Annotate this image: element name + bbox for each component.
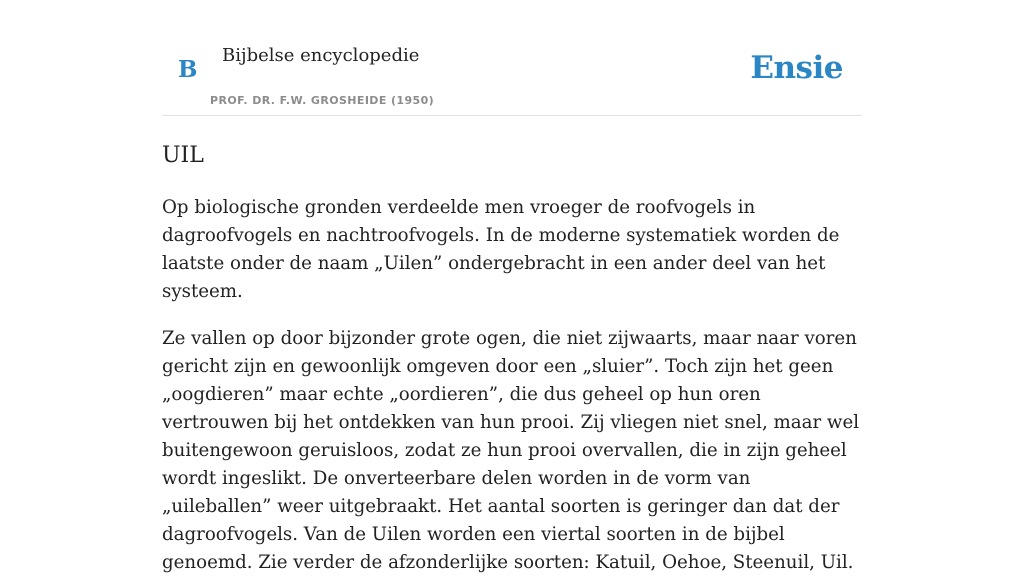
book-badge-icon[interactable]: B: [178, 56, 198, 83]
article-page: [162, 0, 862, 573]
ensie-logo-link[interactable]: Ensie: [750, 50, 843, 86]
header: [162, 0, 862, 116]
entry-paragraph-1: Op biologische gronden verdeelde men vroeger de roofvogels in dagroofvogels en nachtroofvogels. In de moderne systematiek worden de laatste onder de naam „Uilen” ondergebracht in een ander deel van het systeem.: [162, 197, 840, 302]
entry-paragraph-2: Ze vallen op door bijzonder grote ogen, die niet zijwaarts, maar naar voren gericht zijn en gewoonlijk omgeven door een „sluier”. Toch zijn het geen „oogdieren” maar echte „oordieren”, die dus geheel op hun oren vertrouwen bij het ontdekken van hun prooi. Zij vliegen niet snel, maar wel buitengewoon geruisloos, zodat ze hun prooi overvallen, die in zijn geheel wordt ingeslikt. De onverteerbare delen worden in de vorm van „uileballen” weer uitgebraakt. Het aantal soorten is geringer dan dat der dagroofvogels. Van de Uilen worden een viertal soorten in de bijbel genoemd. Zie verder de afzonderlijke soorten: Katuil, Oehoe, Steenuil, Uil.: [162, 328, 860, 573]
book-title-link[interactable]: Bijbelse encyclopedie: [222, 45, 420, 66]
entry-title: UIL: [162, 143, 204, 168]
author-label: PROF. DR. F.W. GROSHEIDE (1950): [210, 94, 435, 107]
